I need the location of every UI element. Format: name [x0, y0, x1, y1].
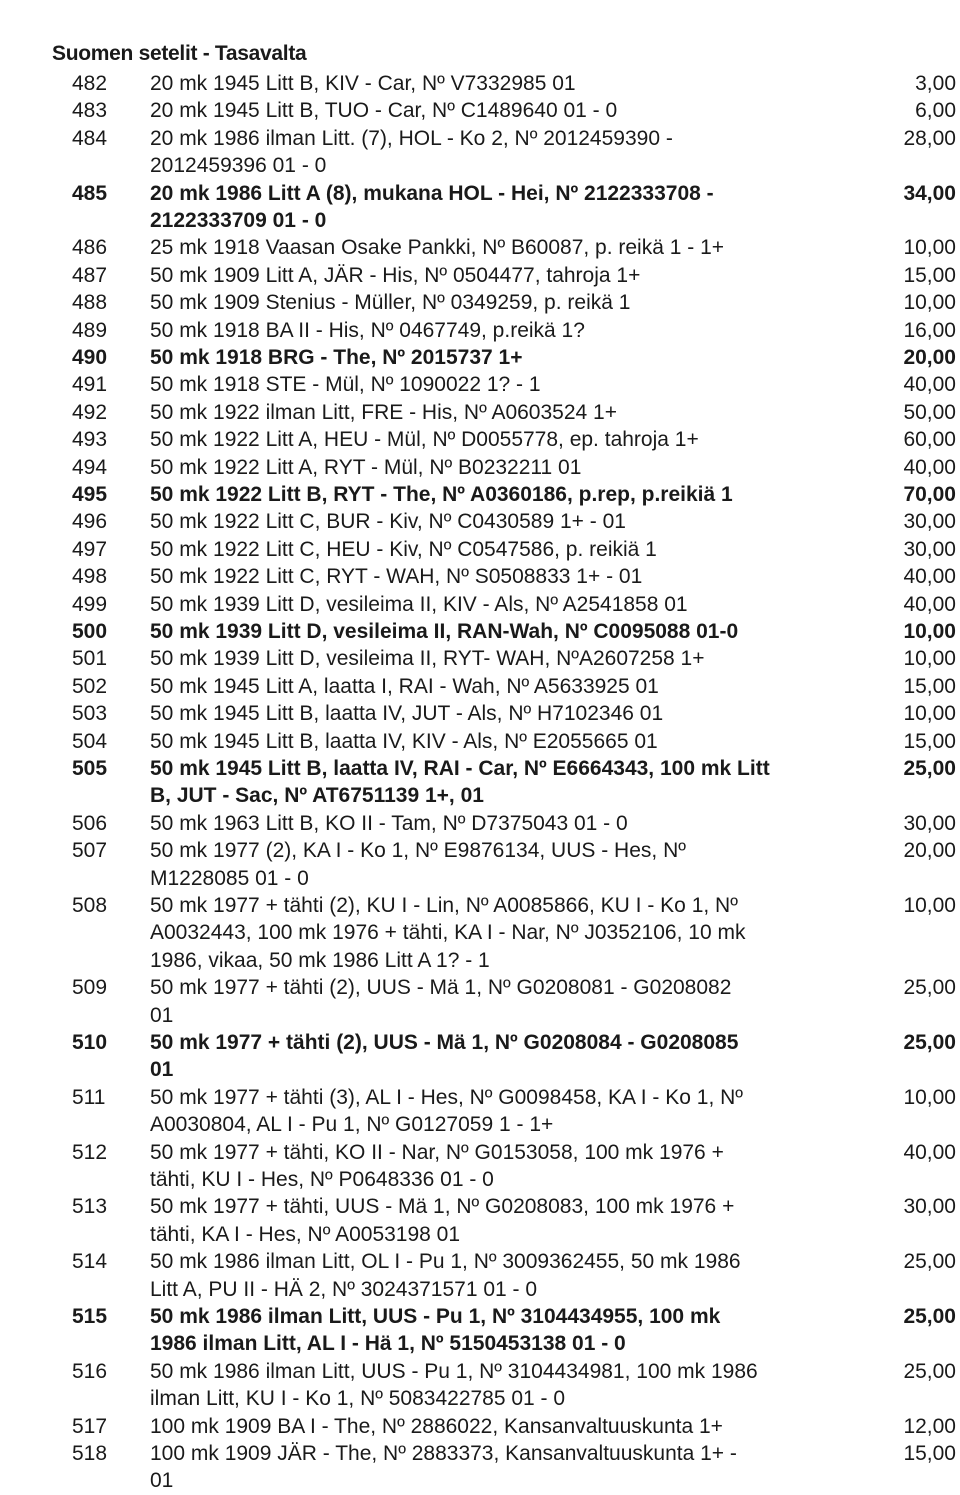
entry-description-line: tähti, KU I - Hes, Nº P0648336 01 - 0	[150, 1168, 494, 1191]
entry-description-line: 50 mk 1939 Litt D, vesileima II, RYT- WAH, NºA2607258 1+	[150, 647, 705, 671]
entry-price: 25,00	[903, 1031, 956, 1054]
entry-price: 10,00	[903, 291, 956, 315]
entry-number: 499	[72, 592, 108, 616]
entry-number: 494	[72, 455, 108, 479]
entry-description-line: 50 mk 1977 + tähti (2), UUS - Mä 1, Nº G0208084 - G0208085	[150, 1031, 739, 1054]
entry-description	[150, 645, 862, 672]
entry-description	[150, 1193, 862, 1248]
entry-description-line: 50 mk 1939 Litt D, vesileima II, RAN-Wah, Nº C0095088 01-0	[150, 620, 739, 643]
entry-number: 516	[72, 1359, 108, 1383]
entry-number: 505	[72, 757, 108, 780]
entry-price: 50,00	[903, 400, 956, 424]
entry-description	[150, 974, 862, 1029]
entry-description	[150, 234, 862, 261]
entry-price: 40,00	[903, 1140, 956, 1164]
entry-description	[150, 837, 862, 892]
entry-number: 504	[72, 729, 108, 753]
entry-description	[150, 344, 862, 371]
entry-price: 25,00	[903, 976, 956, 1000]
entry-number: 483	[72, 99, 108, 123]
entry-number: 487	[72, 263, 108, 287]
entry-description-line: 2012459396 01 - 0	[150, 154, 327, 178]
entry-description-line: 50 mk 1922 Litt C, BUR - Kiv, Nº C0430589 1+ - 01	[150, 510, 626, 534]
entry-description	[150, 371, 862, 398]
entry-description-line: 50 mk 1918 BRG - The, Nº 2015737 1+	[150, 346, 523, 369]
entry-description-line: M1228085 01 - 0	[150, 866, 309, 890]
entry-description	[150, 481, 862, 508]
entry-price: 60,00	[903, 428, 956, 452]
entry-description-line: 01	[150, 1469, 174, 1493]
entry-description-line: A0032443, 100 mk 1976 + tähti, KA I - Nar, Nº J0352106, 10 mk	[150, 921, 746, 945]
entry-number: 514	[72, 1250, 108, 1274]
entry-description-line: 01	[150, 1003, 174, 1027]
entry-description-line: 50 mk 1986 ilman Litt, UUS - Pu 1, Nº 3104434955, 100 mk	[150, 1305, 721, 1328]
entry-description	[150, 810, 862, 837]
entry-price: 34,00	[903, 181, 956, 205]
entry-price: 20,00	[903, 346, 956, 369]
entry-price: 15,00	[903, 674, 956, 698]
entry-description	[150, 892, 862, 974]
entry-price: 40,00	[903, 373, 956, 397]
entry-description	[150, 70, 862, 97]
entry-description	[150, 1084, 862, 1139]
entry-number: 497	[72, 537, 108, 561]
entry-description-line: 2122333709 01 - 0	[150, 209, 327, 232]
entry-price: 10,00	[903, 702, 956, 726]
entry-description-line: 50 mk 1977 + tähti (3), AL I - Hes, Nº G0098458, KA I - Ko 1, Nº	[150, 1085, 743, 1109]
entry-price: 25,00	[903, 1250, 956, 1274]
entry-description-line: 1986 ilman Litt, AL I - Hä 1, Nº 5150453138 01 - 0	[150, 1332, 626, 1356]
entry-description-line: 100 mk 1909 JÄR - The, Nº 2883373, Kansanvaltuuskunta 1+ -	[150, 1442, 737, 1465]
entry-description-line: 50 mk 1922 Litt A, HEU - Mül, Nº D0055778, ep. tahroja 1+	[150, 428, 699, 452]
entry-description	[150, 1303, 862, 1358]
entry-description-line: A0030804, AL I - Pu 1, Nº G0127059 1 - 1+	[150, 1113, 554, 1137]
entry-number: 513	[72, 1195, 108, 1219]
entry-description-line: 50 mk 1918 BA II - His, Nº 0467749, p.reikä 1?	[150, 318, 585, 342]
entry-description-line: 50 mk 1986 ilman Litt, OL I - Pu 1, Nº 3009362455, 50 mk 1986	[150, 1250, 741, 1274]
entry-description-line: 50 mk 1922 Litt B, RYT - The, Nº A0360186, p.rep, p.reikiä 1	[150, 483, 733, 506]
entry-description	[150, 591, 862, 618]
entry-description	[150, 426, 862, 453]
entry-description	[150, 1248, 862, 1303]
entry-description-line: 20 mk 1945 Litt B, TUO - Car, Nº C1489640 01 - 0	[150, 99, 618, 123]
entry-price: 40,00	[903, 592, 956, 616]
entry-number: 503	[72, 702, 108, 726]
entry-description-line: 25 mk 1918 Vaasan Osake Pankki, Nº B60087, p. reikä 1 - 1+	[150, 236, 725, 260]
entry-number: 493	[72, 428, 108, 452]
entry-number: 491	[72, 373, 108, 397]
entry-description-line: 50 mk 1909 Stenius - Müller, Nº 0349259, p. reikä 1	[150, 291, 631, 315]
entry-description-line: 50 mk 1909 Litt A, JÄR - His, Nº 0504477, tahroja 1+	[150, 263, 641, 287]
entry-price: 25,00	[903, 1359, 956, 1383]
entry-price: 25,00	[903, 757, 956, 780]
entry-description	[150, 317, 862, 344]
entry-description-line: 50 mk 1945 Litt B, laatta IV, JUT - Als, Nº H7102346 01	[150, 702, 664, 726]
entry-description-line: ilman Litt, KU I - Ko 1, Nº 5083422785 01 - 0	[150, 1387, 566, 1411]
entry-number: 492	[72, 400, 108, 424]
entry-price: 15,00	[903, 1442, 956, 1465]
entry-description	[150, 508, 862, 535]
entry-number: 506	[72, 811, 108, 835]
entry-price: 28,00	[903, 126, 956, 150]
entry-number: 482	[72, 72, 108, 95]
entry-number: 486	[72, 236, 108, 260]
entry-number: 511	[72, 1085, 106, 1109]
entry-price: 30,00	[903, 1195, 956, 1219]
entry-price: 70,00	[903, 483, 956, 506]
entry-price: 10,00	[903, 1085, 956, 1109]
entry-description-line: 20 mk 1986 ilman Litt. (7), HOL - Ko 2, Nº 2012459390 -	[150, 126, 673, 150]
entry-price: 15,00	[903, 263, 956, 287]
entry-description	[150, 563, 862, 590]
entry-price: 40,00	[903, 455, 956, 479]
entry-description	[150, 728, 862, 755]
entry-description-line: tähti, KA I - Hes, Nº A0053198 01	[150, 1222, 461, 1246]
entry-description-line: 20 mk 1986 Litt A (8), mukana HOL - Hei, Nº 2122333708 -	[150, 181, 714, 205]
entry-number: 490	[72, 346, 108, 369]
entry-description	[150, 700, 862, 727]
entry-description-line: Litt A, PU II - HÄ 2, Nº 3024371571 01 - 0	[150, 1277, 538, 1301]
entry-description-line: 01	[150, 1058, 174, 1082]
entry-description-line: 50 mk 1977 + tähti, UUS - Mä 1, Nº G0208083, 100 mk 1976 +	[150, 1195, 735, 1219]
entry-description-line: 50 mk 1977 + tähti (2), UUS - Mä 1, Nº G0208081 - G0208082	[150, 976, 732, 1000]
entry-number: 515	[72, 1305, 108, 1328]
entry-price: 30,00	[903, 510, 956, 534]
entry-number: 488	[72, 291, 108, 315]
entry-number: 500	[72, 620, 108, 643]
entry-description-line: 50 mk 1922 Litt A, RYT - Mül, Nº B0232211 01	[150, 455, 582, 479]
entry-number: 509	[72, 976, 108, 1000]
entry-description-line: 50 mk 1977 + tähti, KO II - Nar, Nº G0153058, 100 mk 1976 +	[150, 1140, 724, 1164]
entry-price: 25,00	[903, 1305, 956, 1328]
entry-number: 502	[72, 674, 108, 698]
entry-description-line: 50 mk 1922 Litt C, RYT - WAH, Nº S0508833 1+ - 01	[150, 565, 643, 589]
entry-number: 501	[72, 647, 108, 671]
entry-description	[150, 289, 862, 316]
entry-number: 512	[72, 1140, 108, 1164]
entry-number: 484	[72, 126, 108, 150]
entry-description-line: 50 mk 1977 (2), KA I - Ko 1, Nº E9876134, UUS - Hes, Nº	[150, 839, 686, 863]
entry-description	[150, 125, 862, 180]
entry-price: 10,00	[903, 236, 956, 260]
entry-description	[150, 1440, 862, 1495]
entry-price: 16,00	[903, 318, 956, 342]
entry-description	[150, 180, 862, 235]
entry-price: 40,00	[903, 565, 956, 589]
entry-description	[150, 1139, 862, 1194]
entry-price: 10,00	[903, 620, 956, 643]
entry-number: 517	[72, 1414, 108, 1438]
entry-description	[150, 536, 862, 563]
entry-price: 15,00	[903, 729, 956, 753]
entry-description-line: 50 mk 1922 Litt C, HEU - Kiv, Nº C0547586, p. reikiä 1	[150, 537, 657, 561]
entry-price: 20,00	[903, 839, 956, 863]
entry-number: 498	[72, 565, 108, 589]
entry-description	[150, 755, 862, 810]
entry-description	[150, 1029, 862, 1084]
entry-number: 485	[72, 181, 108, 205]
entry-description	[150, 1358, 862, 1413]
entry-description	[150, 454, 862, 481]
entry-price: 10,00	[903, 894, 956, 917]
page-heading: Suomen setelit - Tasavalta	[52, 42, 307, 65]
entry-description	[150, 97, 862, 124]
entry-number: 495	[72, 483, 108, 506]
entry-description-line: 50 mk 1963 Litt B, KO II - Tam, Nº D7375043 01 - 0	[150, 811, 628, 835]
entry-price: 3,00	[915, 72, 956, 95]
entry-number: 489	[72, 318, 108, 342]
entry-number: 496	[72, 510, 108, 534]
entry-description-line: B, JUT - Sac, Nº AT6751139 1+, 01	[150, 784, 484, 808]
entry-description-line: 20 mk 1945 Litt B, KIV - Car, Nº V7332985 01	[150, 72, 576, 95]
entry-description	[150, 399, 862, 426]
entry-number: 507	[72, 839, 108, 863]
entry-number: 508	[72, 894, 108, 917]
entry-description	[150, 262, 862, 289]
entry-price: 30,00	[903, 811, 956, 835]
entry-description-line: 1986, vikaa, 50 mk 1986 Litt A 1? - 1	[150, 948, 490, 972]
entry-description-line: 50 mk 1945 Litt B, laatta IV, RAI - Car, Nº E6664343, 100 mk Litt	[150, 757, 770, 780]
entry-description-line: 50 mk 1986 ilman Litt, UUS - Pu 1, Nº 3104434981, 100 mk 1986	[150, 1359, 758, 1383]
entry-description	[150, 673, 862, 700]
entry-description	[150, 618, 862, 645]
entry-description-line: 50 mk 1945 Litt B, laatta IV, KIV - Als, Nº E2055665 01	[150, 729, 658, 753]
entry-description	[150, 1413, 862, 1440]
entry-price: 12,00	[903, 1414, 956, 1438]
entry-number: 510	[72, 1031, 108, 1054]
entry-price: 10,00	[903, 647, 956, 671]
entry-description-line: 50 mk 1945 Litt A, laatta I, RAI - Wah, Nº A5633925 01	[150, 674, 659, 698]
entry-description-line: 50 mk 1918 STE - Mül, Nº 1090022 1? - 1	[150, 373, 541, 397]
entry-price: 6,00	[915, 99, 956, 123]
entry-description-line: 50 mk 1922 ilman Litt, FRE - His, Nº A0603524 1+	[150, 400, 617, 424]
entry-description-line: 50 mk 1977 + tähti (2), KU I - Lin, Nº A0085866, KU I - Ko 1, Nº	[150, 894, 738, 917]
entry-description-line: 100 mk 1909 BA I - The, Nº 2886022, Kansanvaltuuskunta 1+	[150, 1414, 723, 1438]
entry-description-line: 50 mk 1939 Litt D, vesileima II, KIV - Als, Nº A2541858 01	[150, 592, 688, 616]
entry-price: 30,00	[903, 537, 956, 561]
entry-number: 518	[72, 1442, 108, 1465]
